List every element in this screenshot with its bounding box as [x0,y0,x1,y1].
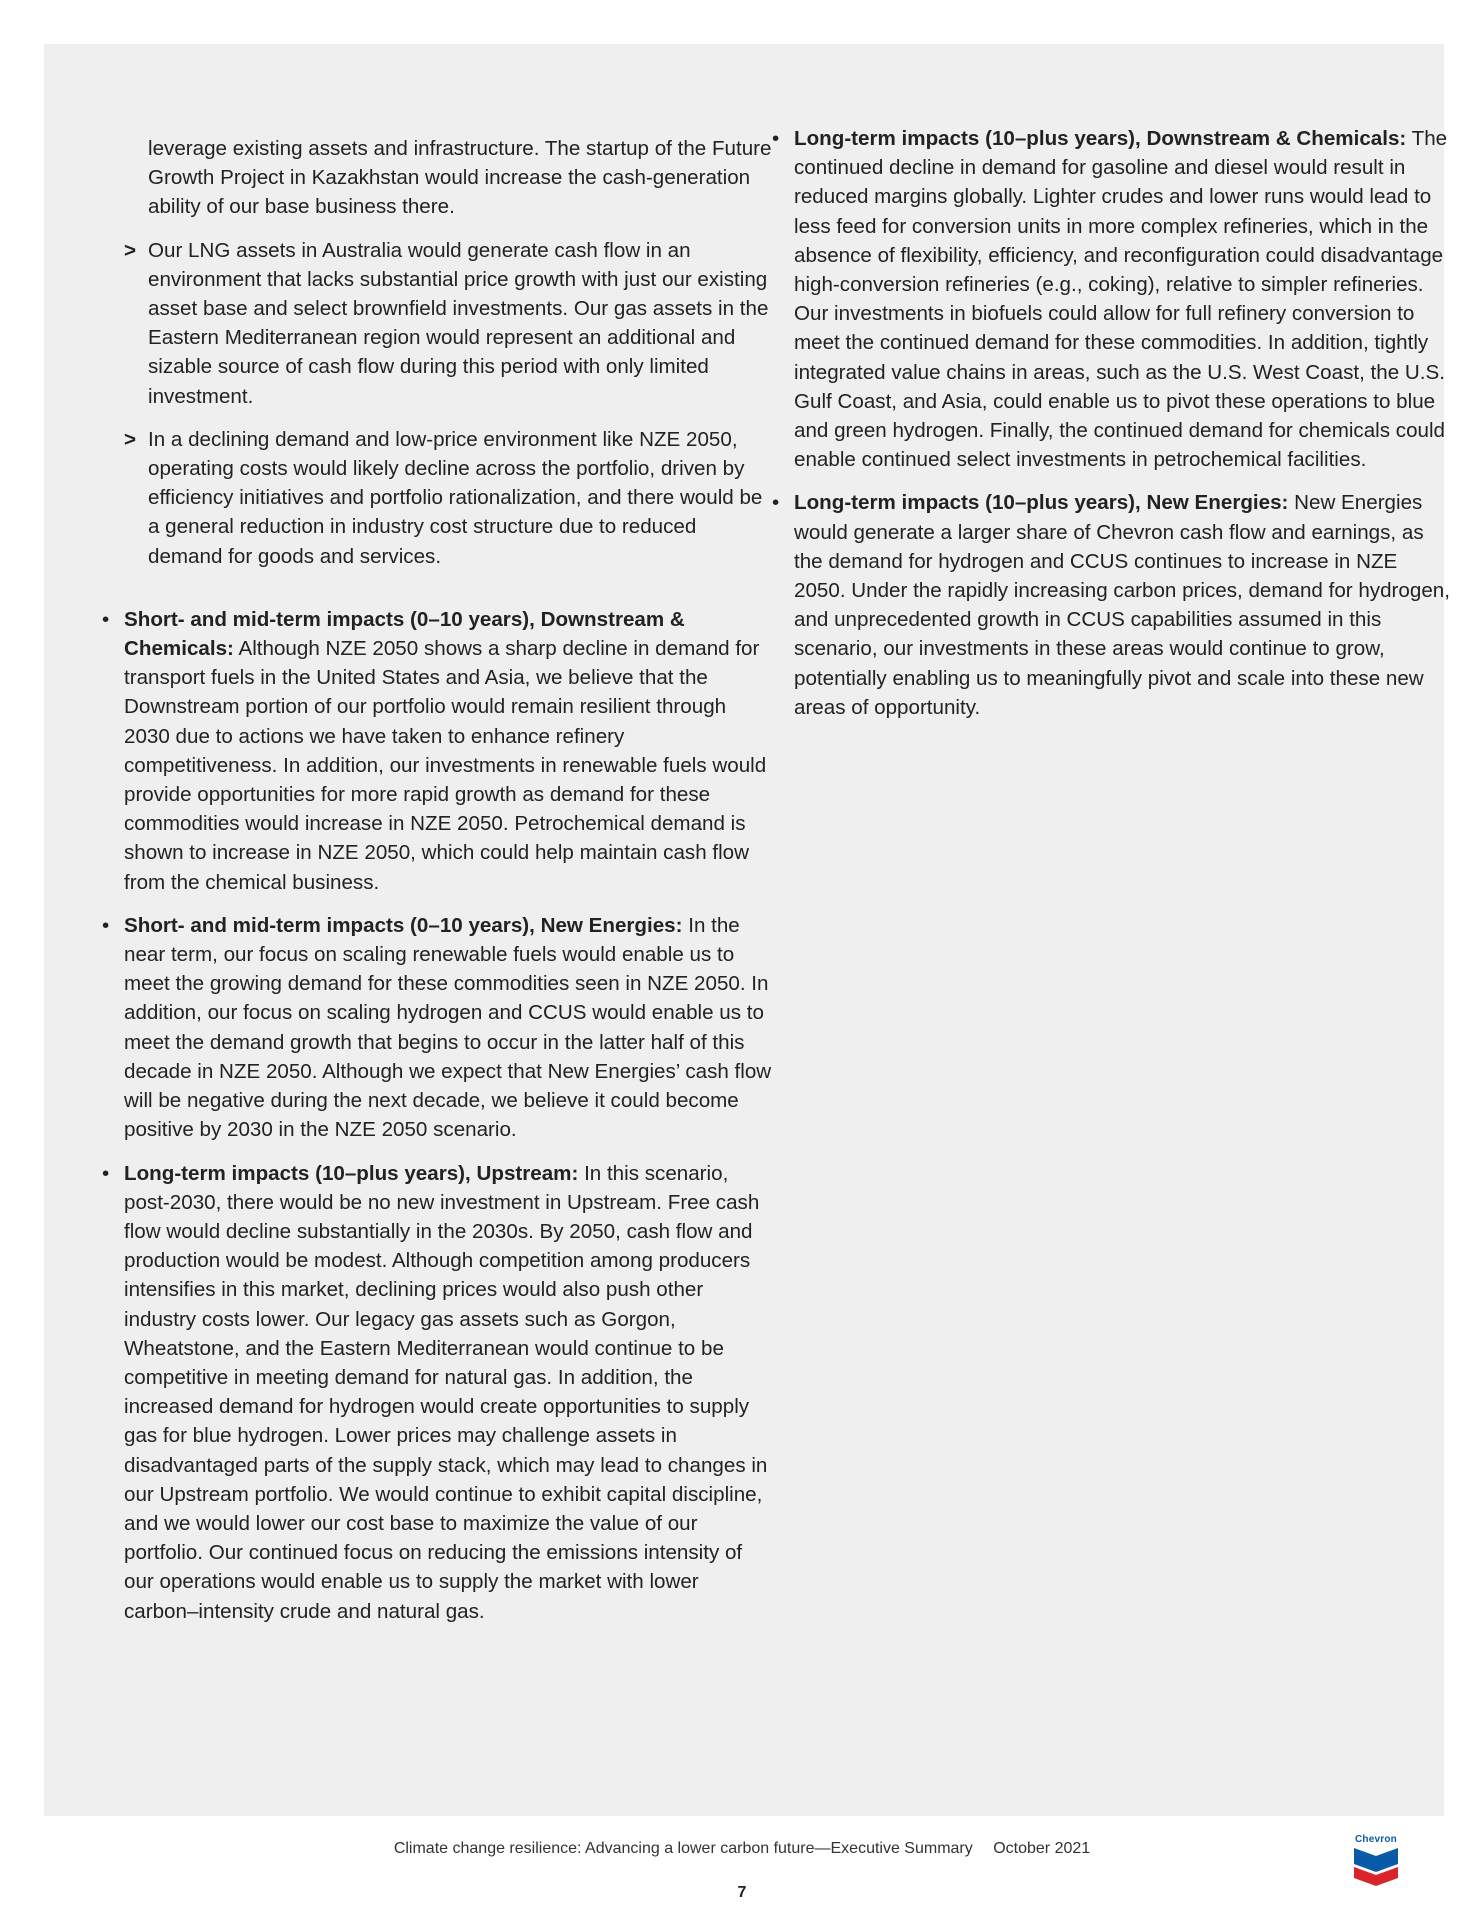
footer-date: October 2021 [993,1840,1091,1857]
sub-item-text: In a declining demand and low-price environment like NZE 2050, operating costs would likely decline across the portfolio, driven by efficiency initiatives and portfolio rationalization, and there would be a general reduction in industry cost structure due to reduced demand for goods and services. [148,427,763,568]
bullet-dot-icon: • [102,913,110,937]
right-column [754,124,1454,736]
bullet-item [754,124,1454,474]
continued-paragraph: leverage existing assets and infrastructure. The startup of the Future Growth Project in Kazakhstan would increase the cash-generation ability of our base business there. [148,137,772,219]
bullet-heading: Long-term impacts (10–plus years), New Energies: [794,491,1289,515]
footer [0,1840,1484,1858]
bullet-item [84,1159,774,1626]
bullet-dot-icon: • [102,1161,110,1185]
chevron-logo [1352,1834,1400,1886]
bullet-heading: Long-term impacts (10–plus years), Downstream & Chemicals: [794,127,1407,150]
arrow-marker-icon: > [124,427,137,451]
arrow-marker-icon: > [124,238,137,262]
bullet-text: The continued decline in demand for gasoline and diesel would result in reduced margins globally. Lighter crudes and lower runs would lead to less feed for conversion units in more complex refineries, which in the absence of flexibility, efficiency, and reconfiguration could disadvantage high-conversion refineries (e.g., coking), relative to simpler refineries. Our investments in biofuels could allow for full refinery conversion to meet the continued demand for these commodities. In addition, tightly integrated value chains in areas, such as the U.S. West Coast, the U.S. Gulf Coast, and Asia, could enable us to pivot these operations to blue and green hydrogen. Finally, the continued demand for chemicals could enable continued select investments in petrochemical facilities. [794,127,1448,472]
bullet-heading: Short- and mid-term impacts (0–10 years), Downstream & Chemicals: [124,607,685,661]
bullet-dot-icon: • [772,127,780,150]
left-column [84,134,774,1640]
sub-list-item [84,425,774,571]
content-panel [44,44,1450,1816]
bullet-text: New Energies would generate a larger share of Chevron cash flow and earnings, as the demand for hydrogen and CCUS continues to increase in NZE 2050. Under the rapidly increasing carbon prices, demand for hydrogen, and unprecedented growth in CCUS capabilities assumed in this scenario, our investments in these areas would continue to grow, potentially enabling us to meaningfully pivot and scale into these new areas of opportunity. [794,491,1450,719]
bullet-list [84,605,774,1626]
sub-list-item [84,236,774,411]
bullet-item [84,605,774,897]
bullet-dot-icon: • [772,491,780,515]
page-number: 7 [737,1884,747,1901]
bullet-text: Although NZE 2050 shows a sharp decline in demand for transport fuels in the United States and Asia, we believe that the Downstream portion of our portfolio would remain resilient through 2030 due to actions we have taken to enhance refinery competitiveness. In addition, our investments in renewable fuels would provide opportunities for more rapid growth as demand for these commodities would increase in NZE 2050. Petrochemical demand is shown to increase in NZE 2050, which could help maintain cash flow from the chemical business. [124,637,767,894]
bullet-text: In the near term, our focus on scaling renewable fuels would enable us to meet the growing demand for these commodities seen in NZE 2050. In addition, our focus on scaling hydrogen and CCUS would enable us to meet the demand growth that begins to occur in the latter half of this decade in NZE 2050. Although we expect that New Energies’ cash flow will be negative during the next decade, we believe it could become positive by 2030 in the NZE 2050 scenario. [124,913,772,1142]
chevron-emblem-icon [1354,1848,1398,1886]
bullet-item [84,911,774,1145]
bullet-heading: Short- and mid-term impacts (0–10 years), New Energies: [124,913,683,937]
logo-wordmark: Chevron [1355,1834,1397,1845]
bullet-heading: Long-term impacts (10–plus years), Upstream: [124,1161,579,1185]
footer-title: Climate change resilience: Advancing a lower carbon future—Executive Summary [393,1840,973,1857]
bullet-text: In this scenario, post-2030, there would be no new investment in Upstream. Free cash flow would decline substantially in the 2030s. By 2050, cash flow and production would be modest. Although competition among producers intensifies in this market, declining prices would also push other industry costs lower. Our legacy gas assets such as Gorgon, Wheatstone, and the Eastern Mediterranean would continue to be competitive in meeting demand for natural gas. In addition, the increased demand for hydrogen would create opportunities to supply gas for blue hydrogen. Lower prices may challenge assets in disadvantaged parts of the supply stack, which may lead to changes in our Upstream portfolio. We would continue to exhibit capital discipline, and we would lower our cost base to maximize the value of our portfolio. Our continued focus on reducing the emissions intensity of our operations would enable us to supply the market with lower carbon–intensity crude and natural gas. [124,1161,768,1623]
bullet-item [754,488,1454,722]
sub-item-text: Our LNG assets in Australia would generate cash flow in an environment that lacks substantial price growth with just our existing asset base and select brownfield investments. Our gas assets in the Eastern Mediterranean region would represent an additional and sizable source of cash flow during this period with only limited investment. [148,238,769,408]
bullet-dot-icon: • [102,607,110,631]
